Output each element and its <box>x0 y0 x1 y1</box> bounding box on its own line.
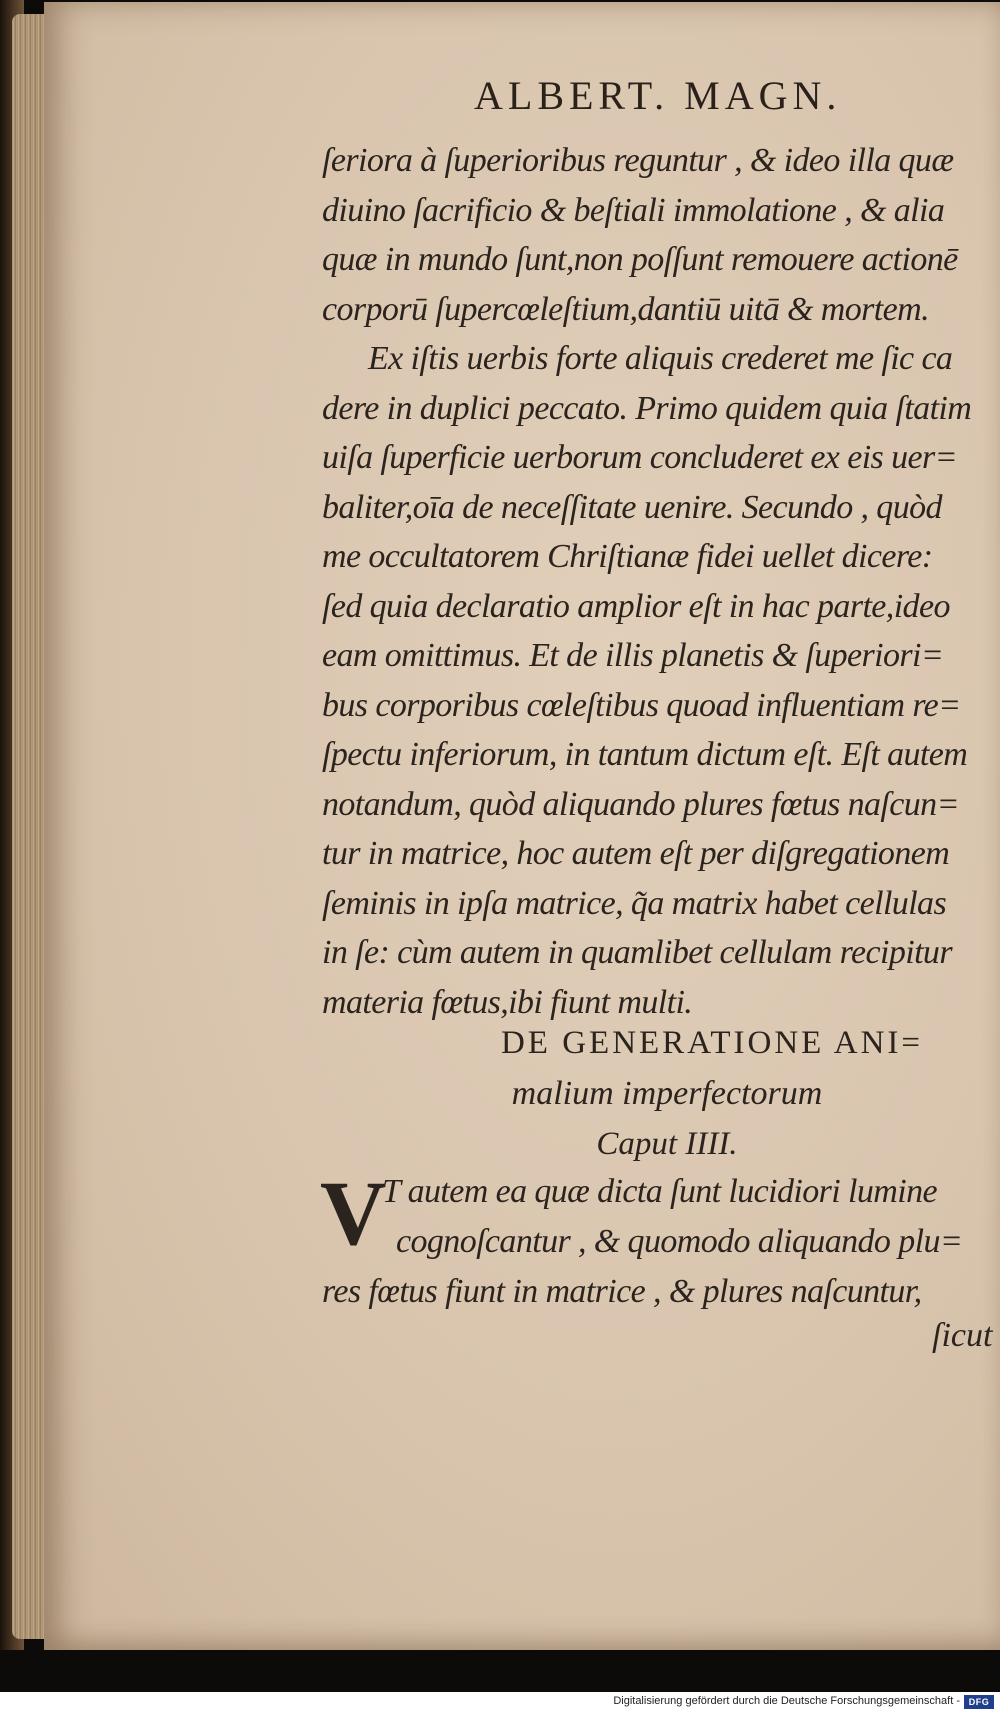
chapter-heading <box>322 1017 1000 1169</box>
text-line: bus corporibus cœleſtibus quoad influentiam re= <box>322 686 961 724</box>
text-line: T autem ea quæ dicta ſunt lucidiori lumine <box>382 1173 937 1210</box>
text-line: notandum, quòd aliquando plures fœtus naſcun= <box>322 785 959 823</box>
text-line: uiſa ſuperficie uerborum concluderet ex eis uer= <box>322 439 957 476</box>
footer-bar <box>0 1692 1000 1713</box>
text-line: me occultatorem Chriſtianæ fidei uellet dicere: <box>322 538 933 575</box>
heading-line: malium imperfectorum <box>511 1075 823 1112</box>
text-line: corporū ſupercœleſtium,dantiū uitā & mortem. <box>322 290 929 328</box>
running-head: ALBERT. MAGN. <box>474 73 842 118</box>
scan-background <box>0 1650 1000 1692</box>
dfg-logo[interactable]: DFG <box>964 1695 994 1709</box>
body-text <box>322 136 1000 1027</box>
text-line: quæ in mundo ſunt,non poſſunt remouere actionē <box>322 241 958 278</box>
text-line: in ſe: cùm autem in quamlibet cellulam recipitur <box>322 934 952 971</box>
text-line: materia fœtus,ibi fiunt multi. <box>322 983 693 1021</box>
chapter-opening <box>320 1162 1000 1354</box>
text-line: tur in matrice, hoc autem eſt per diſgregationem <box>322 835 950 872</box>
text-line: diuino ſacrificio & beſtiali immolatione , & alia <box>322 191 945 229</box>
text-line: ſed quia declaratio amplior eſt in hac parte,ideo <box>322 587 950 625</box>
heading-line: DE GENERATIONE ANI= <box>500 1025 924 1061</box>
text-line: eam omittimus. Et de illis planetis & ſuperiori= <box>322 637 944 674</box>
drop-cap: V <box>320 1162 387 1264</box>
catchword: ſicut <box>932 1317 993 1354</box>
chapter-number: Caput IIII. <box>596 1126 738 1162</box>
text-line: ſpectu inferiorum, in tantum dictum eſt. Eſt autem <box>322 736 968 773</box>
text-line: ſeminis in ipſa matrice, q͂a matrix habet cellulas <box>322 884 947 922</box>
text-line: cognoſcantur , & quomodo aliquando plu= <box>396 1223 963 1260</box>
book-page <box>44 2 1000 1650</box>
text-line: baliter,oīa de neceſſitate uenire. Secundo , quòd <box>322 488 942 526</box>
footer-credit: Digitalisierung gefördert durch die Deutsche Forschungsgemeinschaft - <box>613 1695 960 1707</box>
text-line: res fœtus fiunt in matrice , & plures naſcuntur, <box>322 1273 922 1310</box>
text-line: ſeriora à ſuperioribus reguntur , & ideo illa quæ <box>322 142 954 179</box>
text-line: Ex iſtis uerbis forte aliquis crederet me ſic ca <box>368 340 953 377</box>
text-line: dere in duplici peccato. Primo quidem quia ſtatim <box>322 389 972 427</box>
